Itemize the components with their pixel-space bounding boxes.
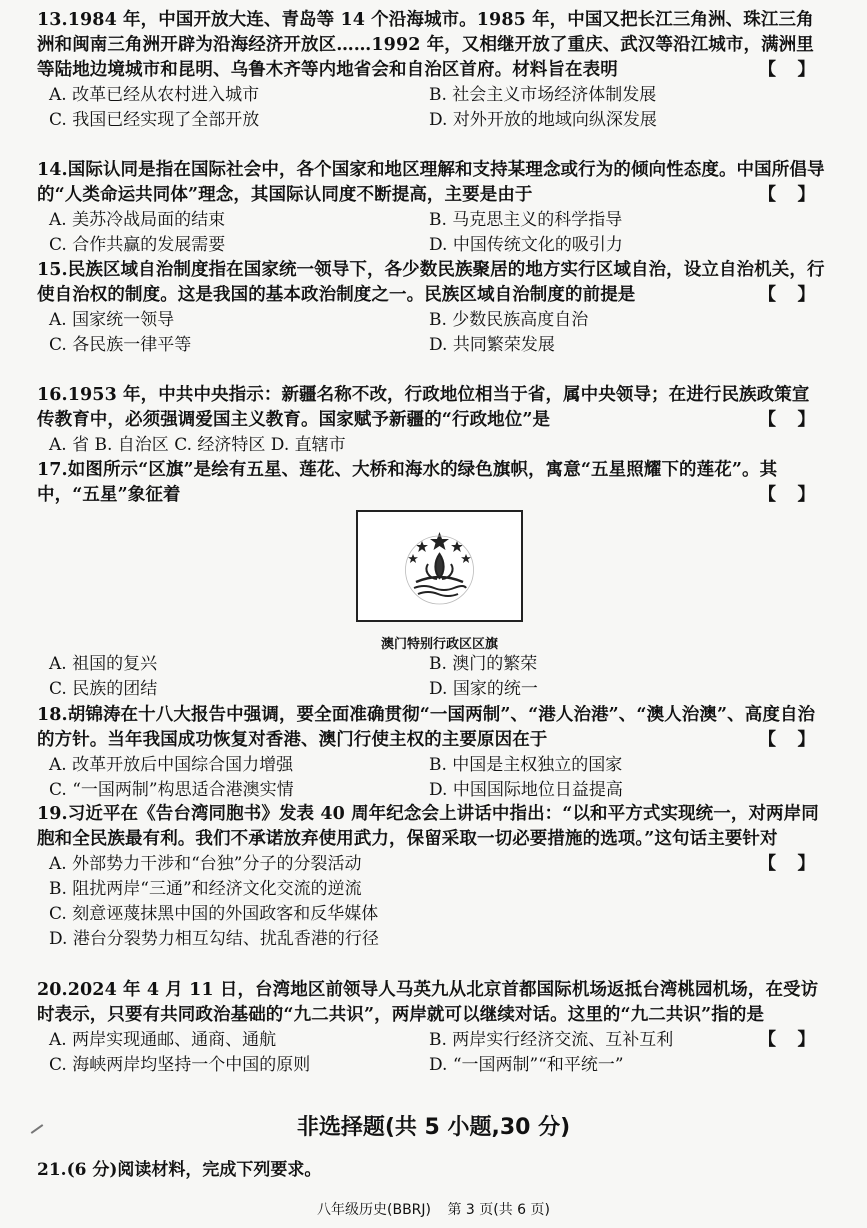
options-list — [37, 852, 827, 952]
question-17-options — [37, 652, 827, 702]
option-d: D. “一国两制”“和平统一” — [429, 1055, 624, 1075]
option-c: C. 我国已经实现了全部开放 — [49, 110, 260, 130]
options-grid — [37, 753, 827, 803]
question-text: 习近平在《告台湾同胞书》发表 40 周年纪念会上讲话中指出：“以和平方式实现统一，对两岸同胞和全民族最有利。我们不承诺放弃使用武力，保留采取一切必要措施的选项。”这句话主要针对 — [37, 804, 819, 849]
options-line: A. 省 B. 自治区 C. 经济特区 D. 直辖市 — [49, 435, 346, 455]
option-a: A. 祖国的复兴 — [49, 654, 158, 674]
options-grid — [37, 1028, 759, 1078]
option-d: D. 对外开放的地域向纵深发展 — [429, 110, 657, 130]
question-17 — [37, 458, 827, 508]
figure-caption: 澳门特别行政区区旗 — [380, 637, 498, 652]
question-number: 18. — [37, 705, 68, 725]
footer-subject: 八年级历史(BBRJ) — [317, 1202, 431, 1218]
question-stem — [37, 383, 827, 433]
question-19 — [37, 802, 827, 952]
option-b: B. 社会主义市场经济体制发展 — [429, 85, 657, 105]
question-number: 20. — [37, 980, 68, 1000]
macau-flag-emblem-icon — [358, 512, 521, 620]
question-number: 16. — [37, 385, 68, 405]
option-a: A. 改革已经从农村进入城市 — [49, 85, 260, 105]
question-number: 13. — [37, 10, 68, 30]
question-16 — [37, 383, 827, 458]
question-stem — [37, 258, 827, 308]
question-stem — [37, 158, 827, 208]
question-stem — [37, 458, 827, 508]
question-stem — [37, 8, 827, 83]
option-a: A. 改革开放后中国综合国力增强 — [49, 755, 294, 775]
option-c: C. “一国两制”构思适合港澳实情 — [49, 780, 294, 800]
question-15 — [37, 258, 827, 358]
question-stem — [37, 703, 827, 753]
question-text: 1984 年，中国开放大连、青岛等 14 个沿海城市。1985 年，中国又把长江三角洲、珠江三角洲和闽南三角洲开辟为沿海经济开放区……1992 年，又相继开放了重庆、武汉等沿江城市，满洲里等陆地边境城市和昆明、乌鲁木齐等内地省会和自治区首府。材料旨在表明 — [37, 10, 814, 80]
option-d: D. 港台分裂势力相互勾结、扰乱香港的行径 — [49, 929, 379, 949]
question-text: 如图所示“区旗”是绘有五星、莲花、大桥和海水的绿色旗帜，寓意“五星照耀下的莲花”。其中，“五星”象征着 — [37, 460, 778, 505]
options-grid — [37, 208, 827, 258]
footer-page-number: 第 3 页(共 6 页) — [447, 1202, 550, 1218]
option-d: D. 共同繁荣发展 — [429, 335, 555, 355]
answer-bracket: 【 】 — [758, 730, 817, 750]
option-c: C. 海峡两岸均坚持一个中国的原则 — [49, 1055, 311, 1075]
options-grid — [37, 83, 827, 133]
answer-bracket: 【 】 — [758, 185, 817, 205]
option-b: B. 少数民族高度自治 — [429, 310, 589, 330]
question-18 — [37, 703, 827, 803]
option-c: C. 刻意诬蔑抹黑中国的外国政客和反华媒体 — [49, 904, 379, 924]
option-b: B. 两岸实行经济交流、互补互利 — [429, 1030, 674, 1050]
option-b: B. 澳门的繁荣 — [429, 654, 538, 674]
answer-bracket: 【 】 — [758, 285, 817, 305]
option-d: D. 中国传统文化的吸引力 — [429, 235, 623, 255]
question-text: 2024 年 4 月 11 日，台湾地区前领导人马英九从北京首都国际机场返抵台湾桃园机场，在受访时表示，只要有共同政治基础的“九二共识”，两岸就可以继续对话。这里的“九二共识”指的是 — [37, 980, 819, 1025]
option-a: A. 外部势力干涉和“台独”分子的分裂活动 — [49, 854, 362, 874]
question-number: 15. — [37, 260, 68, 280]
question-text: 国际认同是指在国际社会中，各个国家和地区理解和支持某理念或行为的倾向性态度。中国所倡导的“人类命运共同体”理念，其国际认同度不断提高，主要是由于 — [37, 160, 825, 205]
option-d: D. 国家的统一 — [429, 679, 538, 699]
question-14 — [37, 158, 827, 258]
question-number: 14. — [37, 160, 68, 180]
question-text: 1953 年，中共中央指示：新疆名称不改，行政地位相当于省，属中央领导；在进行民族政策宣传教育中，必须强调爱国主义教育。国家赋予新疆的“行政地位”是 — [37, 385, 810, 430]
options-grid — [37, 652, 827, 702]
answer-bracket: 【 】 — [758, 410, 817, 430]
option-a: A. 两岸实现通邮、通商、通航 — [49, 1030, 277, 1050]
option-b: B. 中国是主权独立的国家 — [429, 755, 623, 775]
option-c: C. 各民族一律平等 — [49, 335, 192, 355]
option-a: A. 国家统一领导 — [49, 310, 175, 330]
question-text: 民族区域自治制度指在国家统一领导下，各少数民族聚居的地方实行区域自治，设立自治机关，行使自治权的制度。这是我国的基本政治制度之一。民族区域自治制度的前提是 — [37, 260, 825, 305]
option-d: D. 中国国际地位日益提高 — [429, 780, 623, 800]
question-20 — [37, 978, 827, 1078]
question-21: 21.(6 分)阅读材料，完成下列要求。 — [37, 1160, 322, 1180]
answer-bracket: 【 】 — [758, 1030, 817, 1050]
macau-flag-image — [356, 510, 523, 622]
option-b: B. 阻扰两岸“三通”和经济文化交流的逆流 — [49, 879, 362, 899]
option-b: B. 马克思主义的科学指导 — [429, 210, 623, 230]
option-c: C. 合作共赢的发展需要 — [49, 235, 226, 255]
answer-bracket: 【 】 — [758, 60, 817, 80]
question-number: 19. — [37, 804, 68, 824]
option-c: C. 民族的团结 — [49, 679, 158, 699]
options-grid — [37, 308, 827, 358]
question-text: 胡锦涛在十八大报告中强调，要全面准确贯彻“一国两制”、“港人治港”、“澳人治澳”、高度自治的方针。当年我国成功恢复对香港、澳门行使主权的主要原因在于 — [37, 705, 816, 750]
option-a: A. 美苏冷战局面的结束 — [49, 210, 226, 230]
answer-bracket: 【 】 — [758, 485, 817, 505]
section-title: 非选择题(共 5 小题,30 分) — [296, 1115, 571, 1140]
answer-bracket: 【 】 — [758, 854, 817, 874]
question-number: 17. — [37, 460, 68, 480]
question-13 — [37, 8, 827, 133]
page-footer — [0, 1199, 867, 1219]
